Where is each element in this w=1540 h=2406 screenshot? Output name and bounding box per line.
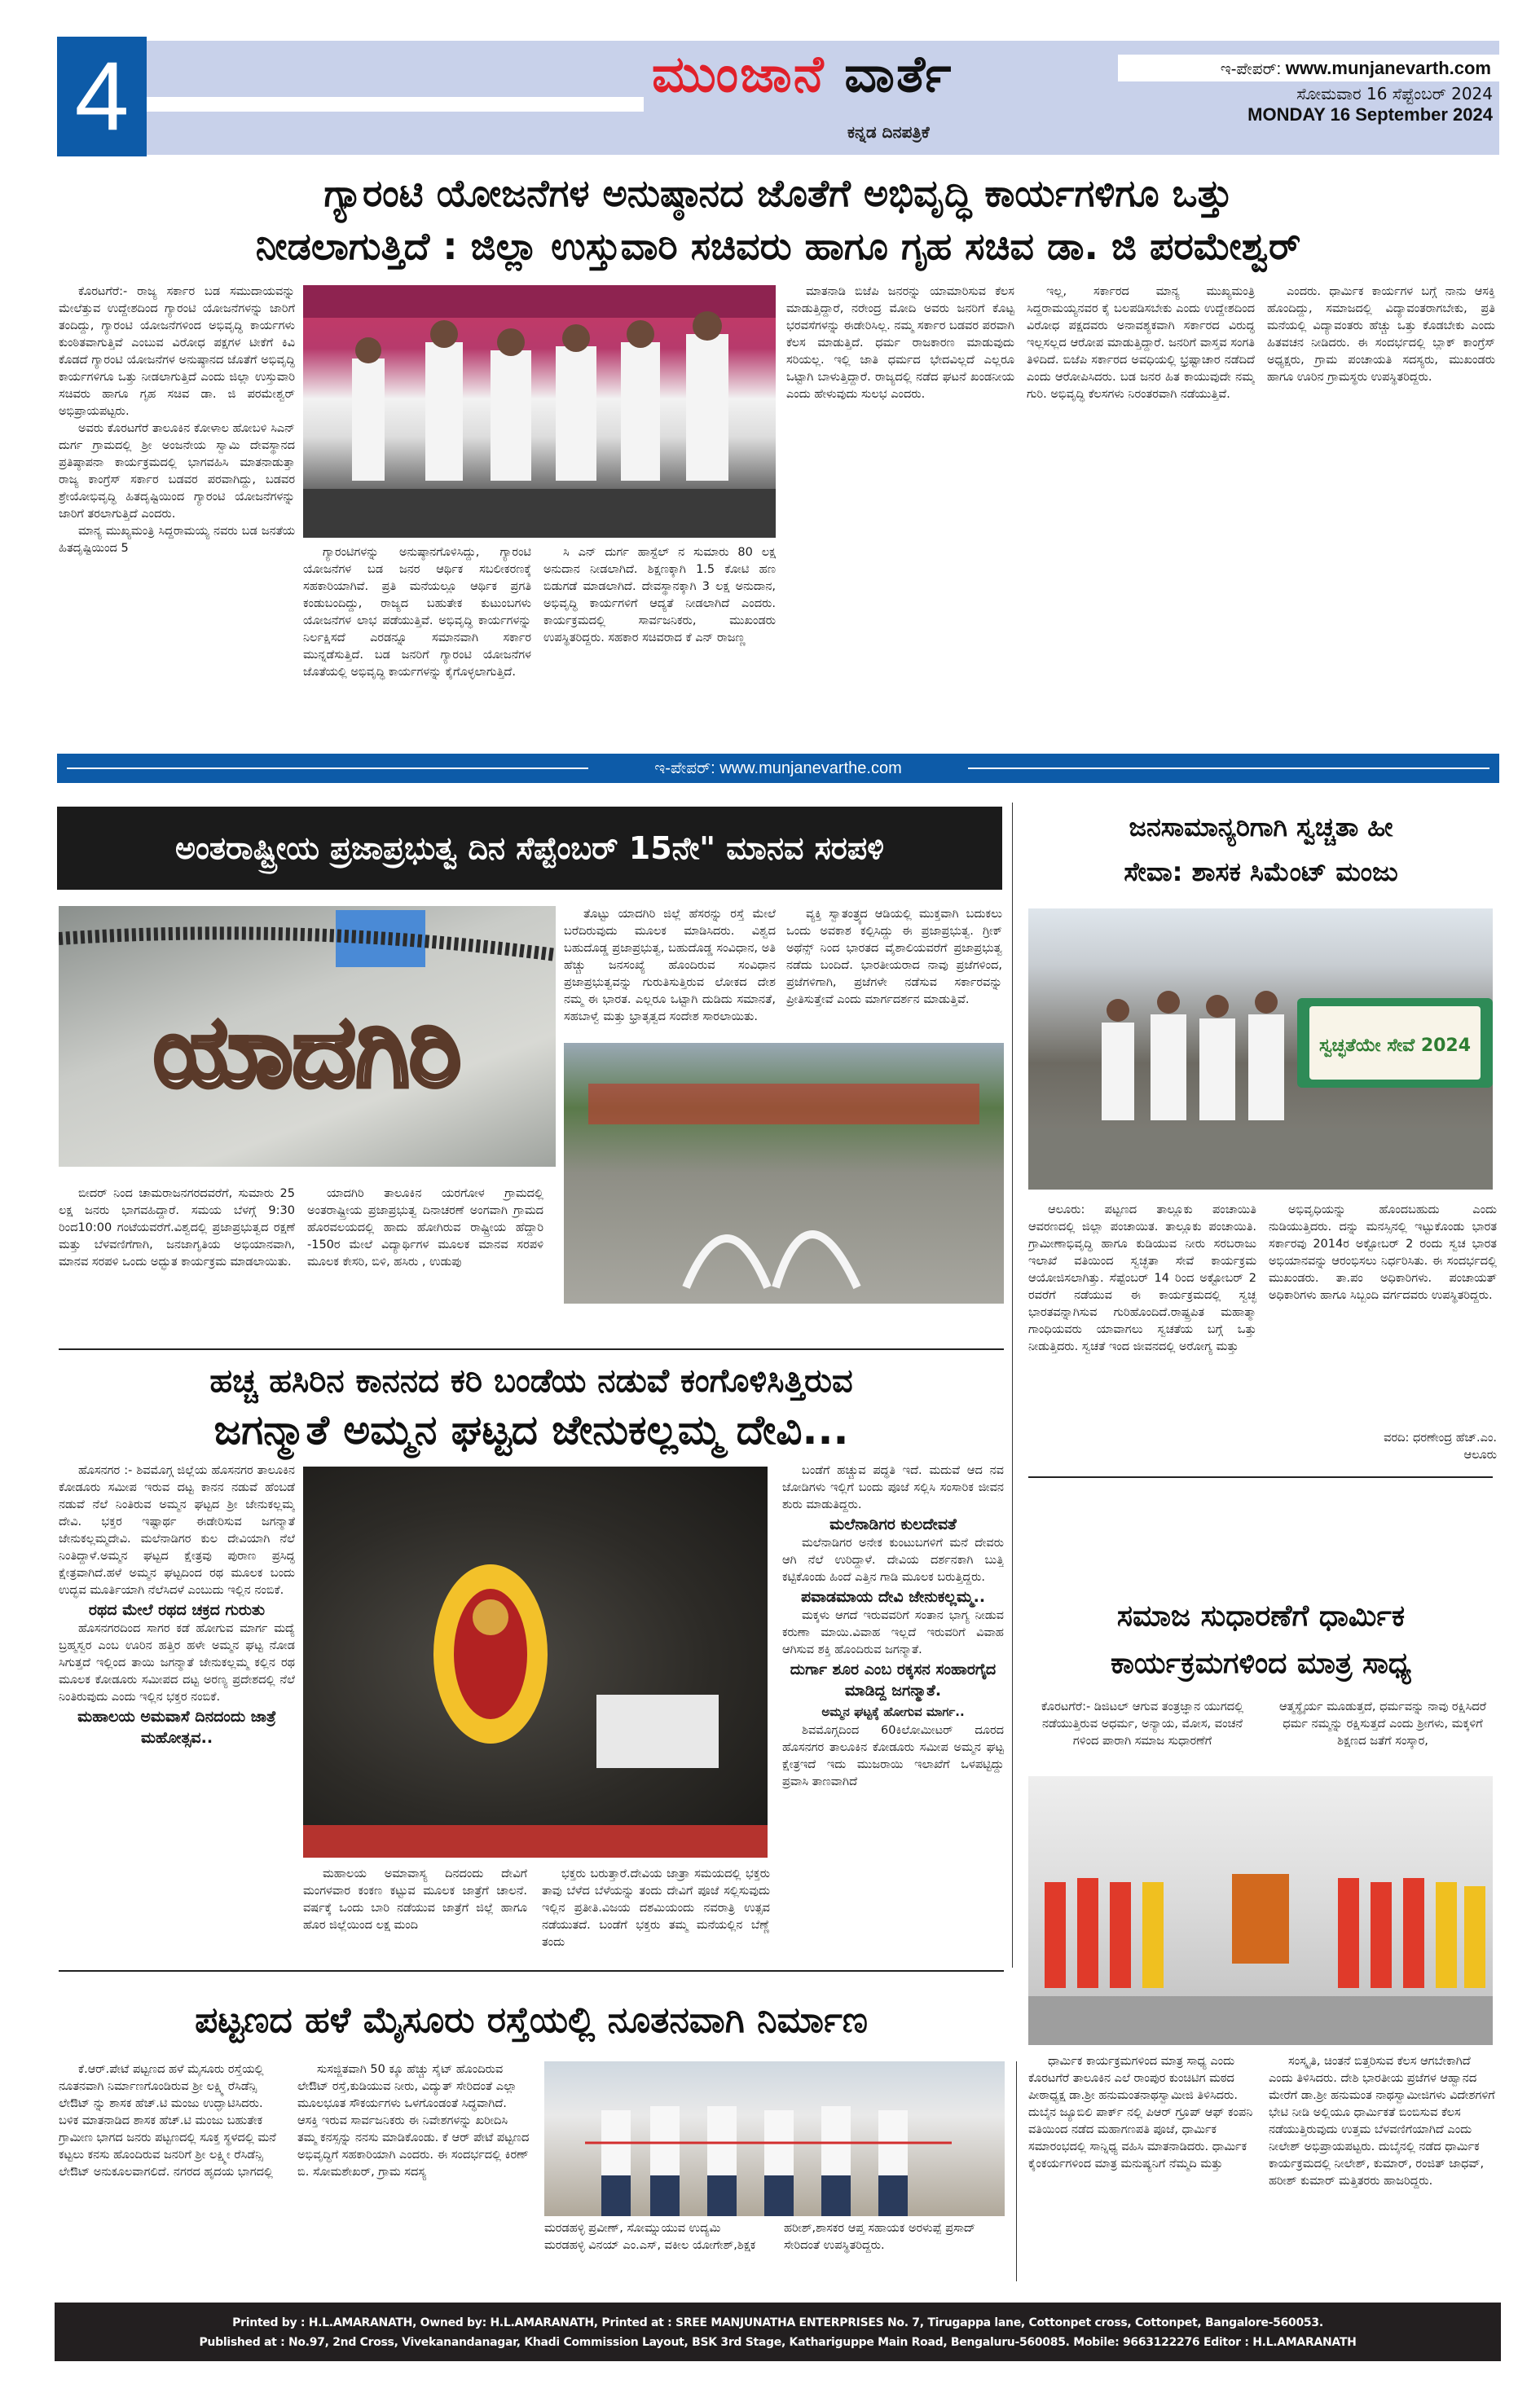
paragraph: ಅವರು ಕೊರಟಗೆರೆ ತಾಲೂಕಿನ ಕೋಳಾಲ ಹೋಬಳಿ ಸಿಎನ್ ದುರ್ಗ ಗ್ರಾಮದಲ್ಲಿ ಶ್ರೀ ಅಂಜನೇಯ ಸ್ವಾಮಿ ದೇವಸ್ಥಾನದ ಪ್ರತಿಷ್ಠಾಪನಾ ಕಾರ್ಯಕ್ರಮದಲ್ಲಿ ಭಾಗವಹಿಸಿ ಮಾತನಾಡುತ್ತಾ ರಾಜ್ಯ ಕಾಂಗ್ರೆಸ್ ಸರ್ಕಾರ ಬಡವರ ಪರವಾಗಿದ್ದು, ಬಡವರ ಶ್ರೇಯೋಭಿವೃದ್ಧಿ ಹಿತದೃಷ್ಟಿಯಿಂದ ಗ್ಯಾರಂಟಿ ಯೋಜನೆಗಳನ್ನು ಜಾರಿಗೆ ತರಲಾಗುತ್ತಿದೆ ಎಂದರು. xyxy=(59,422,295,521)
newspaper-logo xyxy=(652,44,953,103)
paragraph: ಮಲೆನಾಡಿಗರ ಅನೇಕ ಕುಂಟುಬಗಳಿಗೆ ಮನೆ ದೇವರು ಆಗಿ ನೆಲೆ ಉರಿದ್ದಾಳೆ. ದೇವಿಯ ದರ್ಶನಕಾಗಿ ಬುತ್ತಿ ಕಟ್ಟಿಕೊಂಡು ಹಿಂದೆ ಎತ್ತಿನ ಗಾಡಿ ಮೂಲಕ ಬರುತ್ತಿದ್ದರು. xyxy=(782,1537,1004,1584)
article5-col2 xyxy=(1269,2053,1497,2289)
article5-headline xyxy=(1023,1593,1499,1687)
article2-col4 xyxy=(786,906,1002,1040)
article2-col3 xyxy=(564,906,776,1040)
article1-col3 xyxy=(543,544,776,732)
dubai-ceremony-illustration xyxy=(1028,1776,1493,2045)
paragraph: ಆಲೂರು: ಪಟ್ಟಣದ ತಾಲ್ಲೂಕು ಪಂಚಾಯಿತಿ ಆವರಣದಲ್ಲಿ ಜಿಲ್ಲಾ ಪಂಚಾಯಿತ. ತಾಲ್ಲೂಕು ಪಂಚಾಯಿತಿ. ಗ್ರಾಮೀಣಾಭಿವೃದ್ಧಿ ಹಾಗೂ ಕುಡಿಯುವ ನೀರು ಸರಬರಾಜು ಇಲಾಖೆ ವತಿಯಿಂದ ಸ್ವಚ್ಛತಾ ಸೇವೆ ಕಾರ್ಯಕ್ರಮ ಆಯೋಜಿಸಲಾಗಿತ್ತು. ಸೆಪ್ಟೆಂಬರ್ 14 ರಿಂದ ಅಕ್ಟೋಬರ್ 2 ರವರೆಗೆ ನಡೆಯುವ ಈ ಕಾರ್ಯಕ್ರಮದಲ್ಲಿ ಸ್ವಚ್ಛ ಭಾರತವನ್ನಾಗಿಸುವ ಗುರಿಹೊಂದಿದೆ.ರಾಷ್ಟ್ರಪಿತ ಮಹಾತ್ಮಾ ಗಾಂಧಿಯವರು ಯಾವಾಗಲು ಸ್ವಚತೆಯ ಬಗ್ಗೆ ಒತ್ತು ನೀಡುತ್ತಿದರು. ಸ್ವಚತೆ ಇಂದ ಜೀವನದಲ್ಲಿ ಅರೋಗ್ಯ ಮತ್ತು xyxy=(1028,1203,1256,1353)
banner-text: ಸ್ವಚ್ಛತೆಯೇ ಸೇವೆ 2024 xyxy=(1318,1036,1472,1056)
article3-headline-line1: ಜನಸಾಮಾನ್ಯರಿಗಾಗಿ ಸ್ವಚ್ಚತಾ ಹೀ xyxy=(1129,812,1393,842)
paragraph: ಸಂಸ್ಕೃತಿ, ಚಿಂತನೆ ಬಿತ್ತರಿಸುವ ಕೆಲಸ ಆಗಬೇಕಾಗಿದೆ ಎಂದು ತಿಳಿಸಿದರು. ದೇಶಿ ಭಾರತೀಯ ಪ್ರಜೆಗಳ ಆಹ್ವಾನದ ಮೇರೆಗೆ ಡಾ.ಶ್ರೀ ಹನುಮಂತ ನಾಥಸ್ವಾಮೀಜಿಗಳು ವಿದೇಶಗಳಿಗೆ ಭೇಟಿ ನೀಡಿ ಅಲ್ಲಿಯೂ ಧಾರ್ಮಿಕತೆ ಬಿಂಬಿಸುವ ಕೆಲಸ ನಡೆಯುತ್ತಿರುವುದು ಉತ್ತಮ ಬೆಳವಣಿಗೆಯಾಗಿದೆ ಎಂದು ನೀಲೇಶ್ ಅಭಿಪ್ರಾಯಪಟ್ಟರು. ದುಬೈನಲ್ಲಿ ನಡೆದ ಧಾರ್ಮಿಕ ಕಾರ್ಯಕ್ರಮದಲ್ಲಿ ನೀಲೇಶ್, ಕುಮಾರ್, ರಂಜಿತ್ ಜಾಧವ್, ಹರೀಶ್ ಕುಮಾರ್ ಮತ್ತಿತರರು ಹಾಜರಿದ್ದರು. xyxy=(1269,2055,1495,2188)
article5-intro-right xyxy=(1269,1699,1497,1770)
epaper-link[interactable] xyxy=(1118,55,1501,81)
section-rule xyxy=(59,1970,1004,1972)
paragraph: ವ್ಯಕ್ತಿ ಸ್ವಾತಂತ್ರ್ಯದ ಆಡಿಯಲ್ಲಿ ಮುಕ್ತವಾಗಿ ಬದುಕಲು ಒಂದು ಅವಕಾಶ ಕಲ್ಪಿಸಿದ್ದು ಈ ಪ್ರಜಾಪ್ರಭುತ್ವ. ಗ್ರೀಕ್ ಅಥೆನ್ಸ್ ನಿಂದ ಭಾರತದ ವೈಶಾಲಿಯವರೆಗೆ ಪ್ರಜಾಪ್ರಭುತ್ವ ನಡೆದು ಬಂದಿದೆ. ಭಾರತೀಯರಾದ ನಾವು ಪ್ರಜೆಗಳಿಂದ, ಪ್ರಜೆಗಳಿಗಾಗಿ, ಪ್ರಜೆಗಳೇ ನಡೆಸುವ ಸರ್ಕಾರವನ್ನು ಪ್ರೀತಿಸುತ್ತೇವೆ ಎಂದು ಮಾರ್ಗದರ್ಶನ ಮಾಡುತ್ತಿವೆ. xyxy=(786,908,1002,1006)
article3-headline xyxy=(1023,805,1499,895)
paragraph: ಆತ್ಮಸ್ಥೈರ್ಯ ಮೂಡುತ್ತದೆ, ಧರ್ಮವನ್ನು ನಾವು ರಕ್ಷಿಸಿದರೆ ಧರ್ಮ ನಮ್ಮನ್ನು ರಕ್ಷಿಸುತ್ತದೆ ಎಂದು ಶ್ರೀಗಳು, ಮಕ್ಕಳಿಗೆ ಶಿಕ್ಷಣದ ಜತೆಗೆ ಸಂಸ್ಕಾರ, xyxy=(1279,1700,1486,1748)
divider-epaper-url[interactable]: www.munjanevarthe.com xyxy=(719,759,902,777)
paragraph: ಅಭಿವೃಧಿಯನ್ನು ಹೊಂದಬಹುದು ಎಂದು ನುಡಿಯುತ್ತಿದರು. ದನ್ನು ಮನಸ್ಸಿನಲ್ಲಿ ಇಟ್ಟುಕೊಂಡು ಭಾರತ ಸರ್ಕಾರವು 2014ರ ಅಕ್ಟೋಬರ್ 2 ರಂದು ಸ್ವಚ ಭಾರತ ಅಭಿಯಾನವನ್ನು ಆರಂಭಿಸಲು ನಿರ್ಧರಿಸಿತು. ಈ ಸಂದರ್ಭದಲ್ಲಿ ಮುಖಂಡರು. ತಾ.ಪಂ ಅಧಿಕಾರಿಗಳು. ಪಂಚಾಯತ್ ಅಧಿಕಾರಿಗಳು ಹಾಗೂ ಸಿಬ್ಬಂದಿ ವರ್ಗದವರು ಉಪಸ್ಥಿತರಿದ್ದರು. xyxy=(1269,1203,1497,1302)
article1-col5 xyxy=(1027,284,1255,732)
article1-headline xyxy=(57,167,1499,273)
article4-col4 xyxy=(782,1463,1004,1968)
layout-inauguration-illustration xyxy=(544,2061,1005,2216)
article4-col3 xyxy=(542,1866,770,1964)
epaper-divider-bar xyxy=(57,754,1499,783)
logo-subtitle: ಕನ್ನಡ ದಿನಪತ್ರಿಕೆ xyxy=(847,122,930,142)
human-chain-illustration xyxy=(59,906,556,1167)
imprint-footer xyxy=(55,2303,1501,2361)
paragraph: ಕೊರಟಗೆರೆ:- ರಾಜ್ಯ ಸರ್ಕಾರ ಬಡ ಸಮುದಾಯವನ್ನು ಮೇಲೆತ್ತುವ ಉದ್ದೇಶದಿಂದ ಗ್ಯಾರಂಟಿ ಯೋಜನೆಗಳನ್ನು ಜಾರಿಗೆ ತಂದಿದ್ದು, ಗ್ಯಾರಂಟಿ ಯೋಜನೆಗಳಿಂದ ಅಭಿವೃದ್ಧಿ ಕಾರ್ಯಗಳು ಕುಂಠಿತವಾಗುತ್ತಿವೆ ಎಂಬುವ ವಿರೋಧ ಪಕ್ಷಗಳ ಟೀಕೆಗೆ ಕಿವಿ ಕೊಡದೆ ಗ್ಯಾರಂಟಿ ಯೋಜನೆಗಳ ಅನುಷ್ಠಾನದ ಜೊತೆಗೆ ಅಭಿವೃದ್ಧಿ ಕಾರ್ಯಗಳಿಗೂ ಒತ್ತು ನೀಡಲಾಗುತ್ತಿದೆ ಎಂದು ಜಿಲ್ಲಾ ಉಸ್ತುವಾರಿ ಸಚಿವರು ಹಾಗೂ ಗೃಹ ಸಚಿವ ಡಾ. ಜಿ ಪರಮೇಶ್ವರ್ ಅಭಿಪ್ರಾಯಪಟ್ಟರು. xyxy=(59,285,295,418)
article6-caption-left: ಮರಡಹಳ್ಳಿ ಪ್ರವೀಣ್, ಸೋಮ್ನುಯುವ ಉದ್ಯಮಿ ಮರಡಹಳ್ಳಿ ವಿನಯ್ ಎಂ.ಎಸ್, ವಕೀಲ ಯೋಗೇಶ್,ಶಿಕ್ಷಕ xyxy=(544,2222,756,2252)
article4-headline xyxy=(59,1357,1004,1454)
article2-col1 xyxy=(59,1185,295,1308)
article1-headline-line2: ನೀಡಲಾಗುತ್ತಿದೆ : ಜಿಲ್ಲಾ ಉಸ್ತುವಾರಿ ಸಚಿವರು ಹಾಗೂ ಗೃಹ ಸಚಿವ ಡಾ. ಜಿ ಪರಮೇಶ್ವರ್ xyxy=(255,224,1301,268)
byline-place: ಆಲೂರು xyxy=(1463,1449,1497,1462)
article6-col1 xyxy=(59,2061,279,2289)
article5-headline-line1: ಸಮಾಜ ಸುಧಾರಣೆಗೆ ಧಾರ್ಮಿಕ xyxy=(1116,1599,1406,1633)
paragraph: ಹೊಸನಗರ :- ಶಿವಮೊಗ್ಗ ಜಿಲ್ಲೆಯ ಹೊಸನಗರ ತಾಲೂಕಿನ ಕೋಡೂರು ಸಮೀಪ ಇರುವ ದಟ್ಟ ಕಾನನ ನಡುವೆ ಹೆಂಬಡೆ ನಡುವೆ ನೆಲೆ ನಿಂತಿರುವ ಅಮ್ಮನ ಘಟ್ಟದ ಶ್ರೀ ಜೇನುಕಲ್ಲಮ್ಮ ದೇವಿ. ಭಕ್ತರ ಇಷ್ಟಾರ್ಥ ಈಡೇರಿಸುವ ಜಗನ್ಮಾತೆ ಜೇನುಕಲ್ಲಮ್ಮದೇವಿ. ಮಲೆನಾಡಿಗರ ಕುಲ ದೇವಿಯಾಗಿ ನೆಲೆ ನಿಂತಿದ್ದಾಳೆ.ಅಮ್ಮನ ಘಟ್ಟದ ಕ್ಷೇತ್ರವು ಪುರಾಣ ಪ್ರಸಿದ್ಧ ಕ್ಷೇತ್ರವಾಗಿದೆ.ಹಳೆ ಅಮ್ಮನ ಘಟ್ಟದಿಂದ ರಥ ಮೂಲಕ ಬಂದು ಉದ್ಭವ ಮೂರ್ತಿಯಾಗಿ ನೆಲೆಸಿದಳೆ ಎಂಬುದು ಇಲ್ಲಿನ ನಂಬಿಕೆ. xyxy=(59,1464,295,1597)
article1-col1 xyxy=(59,284,295,732)
article4-headline-line2: ಜಗನ್ಮಾತೆ ಅಮ್ಮನ ಘಟ್ಟದ ಜೇನುಕಲ್ಲಮ್ಮ ದೇವಿ... xyxy=(213,1406,849,1454)
subheading: ಅಮ್ಮನ ಘಟ್ಟಕ್ಕೆ ಹೋಗುವ ಮಾರ್ಗ.. xyxy=(821,1704,965,1719)
photo-people-illustration xyxy=(303,285,776,538)
subheading: ಪವಾಡಮಾಯ ದೇವಿ ಜೇನುಕಲ್ಲಮ್ಮ.. xyxy=(800,1588,986,1606)
article1-headline-line1: ಗ್ಯಾರಂಟಿ ಯೋಜನೆಗಳ ಅನುಷ್ಠಾನದ ಜೊತೆಗೆ ಅಭಿವೃದ್ಧಿ ಕಾರ್ಯಗಳಿಗೂ ಒತ್ತು xyxy=(323,171,1233,215)
subheading: ದುರ್ಗಾ ಶೂರ ಎಂಬ ರಕ್ಕಸನ ಸಂಹಾರಗೈದ ಮಾಡಿದ್ದ ಜಗನ್ಮಾತೆ. xyxy=(790,1660,997,1700)
logo-red-word: ಮುಂಜಾನೆ xyxy=(652,44,825,103)
column-divider xyxy=(1016,2061,1017,2281)
divider-epaper-label: ಇ-ಪೇಪರ್: xyxy=(654,759,715,777)
paragraph: ಗ್ಯಾರಂಟಿಗಳನ್ನು ಅನುಷ್ಠಾನಗೊಳಿಸಿದ್ದು, ಗ್ಯಾರಂಟಿ ಯೋಜನೆಗಳ ಬಡ ಜನರ ಆರ್ಥಿಕ ಸಬಲೀಕರಣಕ್ಕೆ ಸಹಕಾರಿಯಾಗಿವೆ. ಪ್ರತಿ ಮನೆಯಲ್ಲೂ ಆರ್ಥಿಕ ಪ್ರಗತಿ ಕಂಡುಬಂದಿದ್ದು, ರಾಜ್ಯದ ಬಹುತೇಕ ಕುಟುಂಬಗಳು ಯೋಜನೆಗಳ ಲಾಭ ಪಡೆಯುತ್ತಿವೆ. ಅಭಿವೃದ್ಧಿ ಕಾರ್ಯಗಳನ್ನು ನಿರ್ಲಕ್ಷಿಸದೆ ಎರಡನ್ನೂ ಸಮಾನವಾಗಿ ಸರ್ಕಾರ ಮುನ್ನಡೆಸುತ್ತಿದೆ. ಬಡ ಜನರಿಗೆ ಗ್ಯಾರಂಟಿ ಯೋಜನೆಗಳ ಜೊತೆಯಲ್ಲಿ ಅಭಿವೃದ್ಧಿ ಕಾರ್ಯಗಳನ್ನು ಕೈಗೊಳ್ಳಲಾಗುತ್ತಿದೆ. xyxy=(303,546,531,679)
swachhata-rally-illustration xyxy=(1028,908,1493,1190)
epaper-url[interactable]: www.munjanevarth.com xyxy=(1285,58,1491,78)
article5-col1 xyxy=(1028,2053,1256,2289)
footer-printer-line: Printed by : H.L.AMARANATH, Owned by: H.L.AMARANATH, Printed at : SREE MANJUNATHA ENTERPRISES No. 7, Tirugappa lane, Cottonpet cross, Cottonpet, Bangalore-560053. xyxy=(232,2316,1323,2329)
article5-intro-left xyxy=(1028,1699,1256,1770)
article2-col2 xyxy=(307,1185,543,1308)
paragraph: ಭಕ್ತರು ಬರುತ್ತಾರೆ.ದೇವಿಯ ಜಾತ್ರಾ ಸಮಯದಲ್ಲಿ ಭಕ್ತರು ತಾವು ಬೆಳೆದ ಬೆಳೆಯನ್ನು ತಂದು ದೇವಿಗೆ ಪೂಜೆ ಸಲ್ಲಿಸುವುದು ಇಲ್ಲಿನ ಪ್ರತೀತಿ.ವಿಜಯ ದಶಮಿಯಂದು ನವರಾತ್ರಿ ಉತ್ಸವ ನಡೆಯುತದೆ. ಬಂಡೆಗೆ ಭಕ್ತರು ತಮ್ಮ ಮನೆಯಲ್ಲಿನ ಬೆಣ್ಣೆ ತಂದು xyxy=(542,1867,770,1949)
paragraph: ಧಾರ್ಮಿಕ ಕಾರ್ಯಕ್ರಮಗಳಿಂದ ಮಾತ್ರ ಸಾಧ್ಯ ಎಂದು ಕೊರಟಗೆರೆ ತಾಲೂಕಿನ ಎಲೆ ರಾಂಪುರ ಕುಂಚಿಟಿಗ ಮಠದ ಪೀಠಾಧ್ಯಕ್ಷ ಡಾ.ಶ್ರೀ ಹನುಮಂತನಾಥಸ್ವಾಮೀಜಿ ತಿಳಿಸಿದರು. ದುಬೈನ ಜ್ಯೂಬಿಲಿ ಪಾರ್ಕ್ ನಲ್ಲಿ ಪಿಆರ್ ಗ್ರೂಪ್ ಆಫ್ ಕಂಪನಿ ವತಿಯಿಂದ ನಡೆದ ಮಹಾಗಣಪತಿ ಪೂಜೆ, ಧಾರ್ಮಿಕ ಸಮಾರಂಭದಲ್ಲಿ ಸಾನ್ನಿಧ್ಯ ವಹಿಸಿ ಮಾತನಾಡಿದರು. ಧಾರ್ಮಿಕ ಕೈಂಕರ್ಯಗಳಿಂದ ಮಾತ್ರ ಮನುಷ್ಯನಿಗೆ ನೆಮ್ಮದಿ ಮತ್ತು xyxy=(1028,2055,1253,2171)
paragraph: ಬಂಡೆಗೆ ಹಚ್ಚುವ ಪದ್ಧತಿ ಇದೆ. ಮದುವೆ ಆದ ನವ ಜೋಡಿಗಳು ಇಲ್ಲಿಗೆ ಬಂದು ಪೂಜೆ ಸಲ್ಲಿಸಿ ಸಂಸಾರಿಕ ಜೀವನ ಶುರು ಮಾಡುತಿದ್ದರು. xyxy=(782,1464,1004,1511)
section-rule xyxy=(1028,1476,1493,1478)
paragraph: ಸುಸಜ್ಜಿತವಾಗಿ 50 ಕ್ಕೂ ಹೆಚ್ಚು ಸೈಟ್ ಹೊಂದಿರುವ ಲೇಔಟ್ ರಸ್ತೆ,ಕುಡಿಯುವ ನೀರು, ವಿದ್ಯುತ್ ಸೇರಿದಂತೆ ಎಲ್ಲಾ ಮೂಲಭೂತ ಸೌಕರ್ಯಗಳು ಒಳಗೊಂಡಂತೆ ಸಿದ್ಧವಾಗಿದೆ. ಆಸಕ್ತಿ ಇರುವ ಸಾರ್ವಜನಿಕರು ಈ ನಿವೇಶಗಳನ್ನು ಖರೀದಿಸಿ ತಮ್ಮ ಕನಸ್ಸನ್ನು ನನಸು ಮಾಡಿಕೊಂಡು. ಕೆ ಆರ್ ಪೇಟೆ ಪಟ್ಟಣದ ಅಭಿವೃದ್ಧಿಗೆ ಸಹಕಾರಿಯಾಗಿ ಎಂದರು. ಈ ಸಂದರ್ಭದಲ್ಲಿ ಕಿರಣ್ ಬಿ. ಸೋಮಶೇಖರ್, ಗ್ರಾಮ ಸದಸ್ಯ xyxy=(297,2063,530,2179)
footer-publisher-line: Published at : No.97, 2nd Cross, Vivekanandanagar, Khadi Commission Layout, BSK 3rd Stage, Kathariguppe Main Road, Bengaluru-560085. Mobile: 9663122276 Editor : H.L.AMARANATH xyxy=(199,2336,1357,2349)
divider-rule-right xyxy=(968,768,1489,769)
paragraph: ತೊಟ್ಟು ಯಾದಗಿರಿ ಜಿಲ್ಲೆ ಹೆಸರನ್ನು ರಸ್ತೆ ಮೇಲೆ ಬರೆದಿರುವುದು ಮೂಲಕ ಮಾಡಿಸಿದರು. ವಿಶ್ವದ ಬಹುದೊಡ್ಡ ಪ್ರಜಾಪ್ರಭುತ್ವ, ಬಹುದೊಡ್ಡ ಸಂವಿಧಾನ, ಅತಿ ಹೆಚ್ಚು ಜನಸಂಖ್ಯೆ ಹೊಂದಿರುವ ಸಂವಿಧಾನ ಪ್ರಜಾಪ್ರಭುತ್ವವನ್ನು ಗುರುತಿಸುತ್ತಿರುವ ಲೋಕದ ದೇಶ ನಮ್ಮ ಈ ಭಾರತ. ಎಲ್ಲರೂ ಒಟ್ಟಾಗಿ ದುಡಿದು ಸಮಾನತೆ, ಸಹಬಾಳ್ವೆ ಮತ್ತು ಭ್ರಾತೃತ್ವದ ಸಂದೇಶ ಸಾರಲಾಯಿತು. xyxy=(564,908,776,1023)
article6-col2 xyxy=(297,2061,530,2289)
subheading: ಮಲೆನಾಡಿಗರ ಕುಲದೇವತೆ xyxy=(829,1515,957,1533)
article4-temple-photo xyxy=(303,1467,768,1858)
paragraph: ಹೊಸನಗರದಿಂದ ಸಾಗರ ಕಡೆ ಹೋಗುವ ಮಾರ್ಗ ಮದ್ಯೆ ಬ್ರಹ್ಮಸ್ವರ ಎಂಬ ಊರಿನ ಹತ್ತಿರ ಹಳೇ ಅಮ್ಮನ ಘಟ್ಟ ನೋಡ ಸಿಗುತ್ತದೆ ಇಲ್ಲಿಂದ ತಾಯಿ ಜಗನ್ಮಾತೆ ಜೇನುಕಲ್ಲಮ್ಮ ಕಲ್ಲಿನ ರಥ ಮೂಲಕ ಕೋಡೂರು ಸಮೀಪದ ದಟ್ಟ ಅರಣ್ಯ ಪ್ರದೇಶದಲ್ಲಿ ನೆಲೆ ನಿಂತಿರುವುದು ಎಂದು ಇಲ್ಲಿನ ಭಕ್ತರ ನಂಬಿಕೆ. xyxy=(59,1622,295,1704)
epaper-label: ಇ-ಪೇಪರ್: xyxy=(1220,60,1282,78)
article1-col4 xyxy=(786,284,1014,732)
article3-headline-line2: ಸೇವಾ: ಶಾಸಕ ಸಿಮೆಂಟ್ ಮಂಜು xyxy=(1124,856,1398,887)
article3-col2 xyxy=(1269,1202,1497,1430)
article2-aerial-photo xyxy=(59,906,556,1167)
article3-byline xyxy=(1269,1430,1497,1464)
article6-caption-right: ಹರೀಶ್,ಶಾಸಕರ ಆಪ್ತ ಸಹಾಯಕ ಅರಳುಪ್ಪೆ ಪ್ರಸಾದ್ ಸೇರಿದಂತೆ ಉಪಸ್ಥಿತರಿದ್ದರು. xyxy=(784,2222,976,2252)
photo-yadagiri-text: ಯಾದಗಿರಿ xyxy=(153,996,461,1109)
article2-headline: ಅಂತರಾಷ್ಟ್ರೀಯ ಪ್ರಜಾಪ್ರಭುತ್ವ ದಿನ ಸೆಪ್ಟೆಂಬರ್ 15ನೇ" ಮಾನವ ಸರಪಳಿ xyxy=(57,807,1002,890)
article1-photo xyxy=(303,285,776,538)
divider-rule-left xyxy=(67,768,588,769)
paragraph: ಮಕ್ಕಳು ಆಗದೆ ಇರುವವರಿಗೆ ಸಂತಾನ ಭಾಗ್ಯ ನೀಡುವ ಕರುಣಾ ಮಾಯಿ.ವಿವಾಹ ಇಲ್ಲದೆ ಇರುವರಿಗೆ ವಿವಾಹ ಆಗಿಸುವ ಶಕ್ತಿ ಹೊಂದಿರುವ ಜಗನ್ಮಾತೆ. xyxy=(782,1609,1004,1656)
article6-headline: ಪಟ್ಟಣದ ಹಳೆ ಮೈಸೂರು ರಸ್ತೆಯಲ್ಲಿ ನೂತನವಾಗಿ ನಿರ್ಮಾಣ xyxy=(195,1999,868,2041)
article3-photo xyxy=(1028,908,1493,1190)
paragraph: ಕೆ.ಆರ್.ಪೇಟೆ ಪಟ್ಟಣದ ಹಳೆ ಮೈಸೂರು ರಸ್ತೆಯಲ್ಲಿ ನೂತನವಾಗಿ ನಿರ್ಮಾಣಗೊಂಡಿರುವ ಶ್ರೀ ಲಕ್ಷ್ಮಿ ರೆಸಿಡೆನ್ಸಿ ಲೇಔಟ್ ನ್ನು ಶಾಸಕ ಹೆಚ್.ಟಿ ಮಂಜು ಉದ್ಘಾಟಿಸಿದರು. ಬಳಿಕ ಮಾತನಾಡಿದ ಶಾಸಕ ಹೆಚ್.ಟಿ ಮಂಜು ಬಹುತೇಕ ಗ್ರಾಮೀಣ ಭಾಗದ ಜನರು ಪಟ್ಟಣದಲ್ಲಿ ಸೂಕ್ತ ಸ್ಥಳದಲ್ಲಿ ಮನೆ ಕಟ್ಟಲು ಕನಸು ಹೊಂದಿರುವ ಜನರಿಗೆ ಶ್ರೀ ಲಕ್ಷ್ಮೀ ರೆಸಿಡೆನ್ಸಿ ಲೇಔಟ್ ಅನುಕೂಲವಾಗಲಿದೆ. ನಗರದ ಹೃದಯ ಭಾಗದಲ್ಲಿ xyxy=(59,2063,276,2179)
article1-col2 xyxy=(303,544,531,732)
article1-col6 xyxy=(1267,284,1495,732)
article4-col1 xyxy=(59,1463,295,1960)
subheading: ಮಹಾಲಯ ಅಮವಾಸೆ ದಿನದಂದು ಜಾತ್ರೆ ಮಹೋತ್ಸವ.. xyxy=(77,1708,276,1747)
column-divider xyxy=(1012,803,1013,1968)
article4-col2 xyxy=(303,1866,527,1964)
paragraph: ಕೊರಟಗೆರೆ:- ಡಿಜಿಟಲ್ ಆಗುವ ತಂತ್ರಜ್ಞಾನ ಯುಗದಲ್ಲಿ ನಡೆಯುತ್ತಿರುವ ಅಧರ್ಮ, ಅನ್ಯಾಯ, ಮೋಸ, ವಂಚನೆ ಗಳಿಂದ ಪಾರಾಗಿ ಸಮಾಜ ಸುಧಾರಣೆಗೆ xyxy=(1041,1700,1244,1748)
page-number: 4 xyxy=(57,37,147,156)
paragraph: ಸಿ ಎನ್ ದುರ್ಗ ಹಾಸ್ಟೆಲ್ ನ ಸುಮಾರು 80 ಲಕ್ಷ ಅನುದಾನ ನೀಡಲಾಗಿದೆ. ಶಿಕ್ಷಣಕ್ಕಾಗಿ 1.5 ಕೋಟಿ ಹಣ ಬಿಡುಗಡೆ ಮಾಡಲಾಗಿದೆ. ದೇವಸ್ಥಾನಕ್ಕಾಗಿ 3 ಲಕ್ಷ ಅನುದಾನ, ಅಭಿವೃದ್ಧಿ ಕಾರ್ಯಗಳಿಗೆ ಆದ್ಯತೆ ನೀಡಲಾಗಿದೆ ಎಂದರು. ಕಾರ್ಯಕ್ರಮದಲ್ಲಿ ಸಾರ್ವಜನಿಕರು, ಮುಖಂಡರು ಉಪಸ್ಥಿತರಿದ್ದರು. ಸಹಕಾರ ಸಚಿವರಾದ ಕೆ ಎನ್ ರಾಜಣ್ಣ xyxy=(543,546,776,644)
masthead-rule xyxy=(147,97,644,112)
article4-headline-line1: ಹಚ್ಚ ಹಸಿರಿನ ಕಾನನದ ಕರಿ ಬಂಡೆಯ ನಡುವೆ ಕಂಗೊಳಿಸಿತ್ತಿರುವ xyxy=(209,1362,853,1400)
byline-reporter: ವರದಿ: ಧರಣೇಂದ್ರ ಹೆಚ್.ಎಂ. xyxy=(1384,1432,1497,1445)
road-chain-illustration xyxy=(564,1043,1004,1304)
date-english: MONDAY 16 September 2024 xyxy=(1247,104,1493,125)
article6-photo xyxy=(544,2061,1005,2216)
paragraph: ಶಿವಮೊಗ್ಗದಿಂದ 60ಕಿಲೋಮೀಟರ್ ದೂರದ ಹೊಸನಗರ ತಾಲೂಕಿನ ಕೋಡೂರು ಸಮೀಪ ಅಮ್ಮನ ಘಟ್ಟ ಕ್ಷೇತ್ರಇದೆ ಇದು ಮುಜರಾಯಿ ಇಲಾಖೆಗೆ ಒಳಪಟ್ಟಿದ್ದು ಪ್ರವಾಸಿ ತಾಣವಾಗಿದೆ xyxy=(782,1724,1004,1788)
article5-headline-line2: ಕಾರ್ಯಕ್ರಮಗಳಿಂದ ಮಾತ್ರ ಸಾಧ್ಯ xyxy=(1110,1647,1411,1680)
section-rule xyxy=(59,1348,1004,1350)
paragraph: ಇಲ್ಲ, ಸರ್ಕಾರದ ಮಾನ್ಯ ಮುಖ್ಯಮಂತ್ರಿ ಸಿದ್ದರಾಮಯ್ಯನವರ ಕೈ ಬಲಪಡಿಸಬೇಕು ಎಂದು ಉದ್ದೇಶದಿಂದ ವಿರೋಧ ಪಕ್ಷದವರು ಅನಾವಶ್ಯಕವಾಗಿ ಸರ್ಕಾರದ ವಿರುದ್ಧ ಇಲ್ಲಸಲ್ಲದ ಆರೋಪ ಮಾಡುತ್ತಿದ್ದಾರೆ. ಜನರಿಗೆ ವಾಸ್ತವ ಸಂಗತಿ ತಿಳಿದಿದೆ. ಬಿಜೆಪಿ ಸರ್ಕಾರದ ಅವಧಿಯಲ್ಲಿ ಭ್ರಷ್ಟಾಚಾರ ನಡೆದಿದೆ ಎಂದು ಆರೋಪಿಸಿದರು. ಬಡ ಜನರ ಹಿತ ಕಾಯುವುದೇ ನಮ್ಮ ಗುರಿ. ಅಭಿವೃದ್ಧಿ ಕೆಲಸಗಳು ನಿರಂತರವಾಗಿ ನಡೆಯುತ್ತಿವೆ. xyxy=(1027,285,1255,401)
paragraph: ಮಾತನಾಡಿ ಬಿಜೆಪಿ ಜನರನ್ನು ಯಾಮಾರಿಸುವ ಕೆಲಸ ಮಾಡುತ್ತಿದ್ದಾರೆ, ನರೇಂದ್ರ ಮೋದಿ ಅವರು ಜನರಿಗೆ ಕೊಟ್ಟ ಭರವಸೆಗಳನ್ನು ಈಡೇರಿಸಿಲ್ಲ. ನಮ್ಮ ಸರ್ಕಾರ ಬಡವರ ಪರವಾಗಿ ಕೆಲಸ ಮಾಡುತ್ತಿದೆ. ಧರ್ಮ ರಾಜಕಾರಣ ಮಾಡುವುದು ಸರಿಯಲ್ಲ. ಇಲ್ಲಿ ಜಾತಿ ಧರ್ಮದ ಭೇದವಿಲ್ಲದೆ ಎಲ್ಲರೂ ಒಟ್ಟಾಗಿ ಬಾಳುತ್ತಿದ್ದಾರೆ. ರಾಜ್ಯದಲ್ಲಿ ನಡೆದ ಘಟನೆ ಖಂಡನೀಯ ಎಂದು ಹೇಳುವುದು ಸುಲಭ ಎಂದರು. xyxy=(786,285,1014,401)
subheading: ರಥದ ಮೇಲೆ ರಥದ ಚಕ್ರದ ಗುರುತು xyxy=(88,1601,266,1619)
article2-road-photo xyxy=(564,1043,1004,1304)
paragraph: ಬೀದರ್ ನಿಂದ ಚಾಮರಾಜನಗರದವರೆಗೆ, ಸುಮಾರು 25 ಲಕ್ಷ ಜನರು ಭಾಗವಹಿದ್ದಾರೆ. ಸಮಯ ಬೆಳಗ್ಗೆ 9:30 ರಿಂದ10:00 ಗಂಟೆಯವರೆಗೆ.ವಿಶ್ವದಲ್ಲಿ ಪ್ರಜಾಪ್ರಭುತ್ವದ ರಕ್ಷಣೆ ಮತ್ತು ಬೆಳವಣಿಗೆಗಾಗಿ, ಜನಜಾಗೃತಿಯ ಅಭಿಯಾನವಾಗಿ, ಮಾನವ ಸರಪಳಿ ಒಂದು ಅದ್ಭುತ ಕಾರ್ಯಕ್ರಮ ಮಾಡಲಾಯಿತು. xyxy=(59,1187,295,1269)
goddess-idol-illustration xyxy=(303,1467,768,1858)
paragraph: ಎಂದರು. ಧಾರ್ಮಿಕ ಕಾರ್ಯಗಳ ಬಗ್ಗೆ ನಾನು ಆಸಕ್ತಿ ಹೊಂದಿದ್ದು, ಸಮಾಜದಲ್ಲಿ ವಿದ್ಯಾವಂತರಾಗಬೇಕು, ಪ್ರತಿ ಮನೆಯಲ್ಲಿ ವಿದ್ಯಾವಂತರು ಹೆಚ್ಚು ಒತ್ತು ಕೊಡಬೇಕು ಎಂದು ಹಿತವಚನ ನೀಡಿದರು. ಈ ಸಂದರ್ಭದಲ್ಲಿ ಬ್ಲಾಕ್ ಕಾಂಗ್ರೆಸ್ ಅಧ್ಯಕ್ಷರು, ಗ್ರಾಮ ಪಂಚಾಯತಿ ಸದಸ್ಯರು, ಮುಖಂಡರು ಹಾಗೂ ಊರಿನ ಗ್ರಾಮಸ್ಥರು ಉಪಸ್ಥಿತರಿದ್ದರು. xyxy=(1267,285,1495,384)
logo-black-word: ವಾರ್ತೆ xyxy=(844,44,953,103)
date-kannada: ಸೋಮವಾರ 16 ಸೆಪ್ಟೆಂಬರ್ 2024 xyxy=(1296,84,1493,103)
paragraph: ಮಹಾಲಯ ಅಮಾವಾಸ್ಯ ದಿನದಂದು ದೇವಿಗೆ ಮಂಗಳವಾರ ಕಂಕಣ ಕಟ್ಟುವ ಮೂಲಕ ಜಾತ್ರೆಗೆ ಚಾಲನೆ. ವರ್ಷಕ್ಕೆ ಒಂದು ಬಾರಿ ನಡೆಯುವ ಜಾತ್ರೆಗೆ ಜಿಲ್ಲೆ ಹಾಗೂ ಹೊರ ಜಿಲ್ಲೆಯಿಂದ ಲಕ್ಷ ಮಂದಿ xyxy=(303,1867,527,1932)
paragraph: ಮಾನ್ಯ ಮುಖ್ಯಮಂತ್ರಿ ಸಿದ್ದರಾಮಯ್ಯ ನವರು ಬಡ ಜನತೆಯ ಹಿತದೃಷ್ಟಿಯಿಂದ 5 xyxy=(59,525,295,555)
paragraph: ಯಾದಗಿರಿ ತಾಲೂಕಿನ ಯರಗೋಳ ಗ್ರಾಮದಲ್ಲಿ ಅಂತರಾಷ್ಟ್ರೀಯ ಪ್ರಜಾಪ್ರಭುತ್ವ ದಿನಾಚರಣೆ ಅಂಗವಾಗಿ ಗ್ರಾಮದ ಹೊರವಲಯದಲ್ಲಿ ಹಾದು ಹೋಗಿರುವ ರಾಷ್ಟ್ರೀಯ ಹೆದ್ದಾರಿ -150ರ ಮೇಲೆ ವಿದ್ಯಾರ್ಥಿಗಳ ಮೂಲಕ ಮಾನವ ಸರಪಳಿ ಮೂಲಕ ಕೇಸರಿ, ಬಿಳಿ, ಹಸಿರು , ಉಡುಪು xyxy=(307,1187,543,1269)
article3-col1 xyxy=(1028,1202,1256,1463)
article5-photo xyxy=(1028,1776,1493,2045)
